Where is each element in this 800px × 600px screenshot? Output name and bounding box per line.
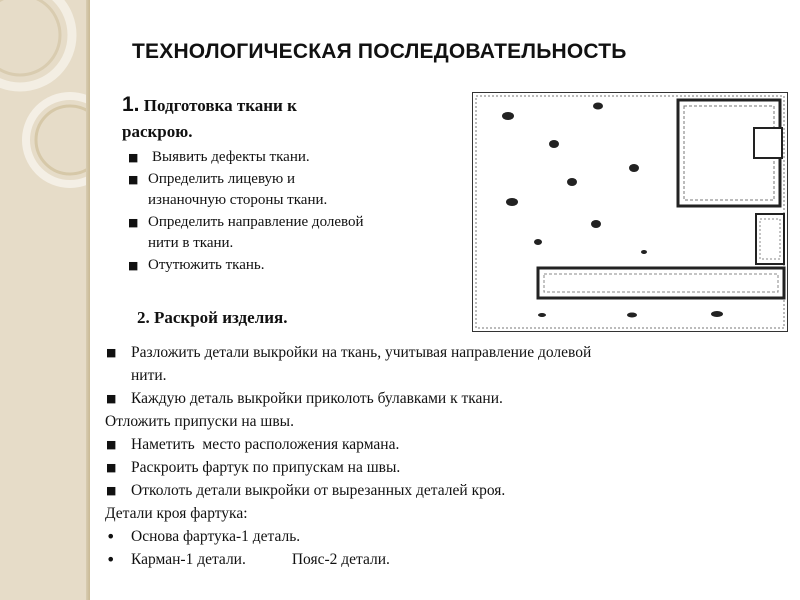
page-title: ТЕХНОЛОГИЧЕСКАЯ ПОСЛЕДОВАТЕЛЬНОСТЬ: [132, 40, 627, 63]
square-bullet-icon: ■: [106, 392, 117, 405]
list-item-text: Выявить дефекты ткани.: [152, 149, 310, 165]
list-item: [105, 548, 785, 571]
square-bullet-icon: ■: [128, 151, 139, 164]
square-bullet-icon: ■: [106, 438, 117, 451]
plain-text-line: Отложить припуски на швы.: [105, 413, 294, 430]
square-bullet-icon: ■: [106, 484, 117, 497]
list-item: [105, 479, 785, 502]
square-bullet-icon: ■: [128, 258, 139, 272]
list-item-text: Раскроить фартук по припускам на швы.: [131, 459, 401, 476]
round-bullet-icon: •: [106, 550, 116, 569]
list-item: [122, 255, 452, 277]
list-item-text: Наметить место расположения кармана.: [131, 436, 400, 453]
list-item-text: Пояс-2 детали.: [291, 551, 390, 568]
section-cutting: [105, 341, 785, 571]
list-item-text: Отколоть детали выкройки от вырезанных деталей кроя.: [131, 482, 506, 499]
square-bullet-icon: ■: [106, 461, 117, 474]
decorative-rings: [0, 0, 90, 600]
decorative-sidebar: [0, 0, 90, 600]
list-item: [122, 147, 452, 169]
section-fabric-preparation: [122, 92, 452, 276]
list-item-continuation: [105, 364, 785, 387]
list-item-text: Основа фартука-1 деталь.: [131, 528, 301, 545]
section-2-heading: 2. Раскрой изделия.: [137, 308, 288, 327]
list-item: [122, 212, 452, 255]
list-item: [105, 433, 785, 456]
list-item-text: Отутюжить ткань.: [148, 256, 265, 273]
round-bullet-icon: •: [106, 527, 116, 546]
list-item-text: Каждую деталь выкройки приколоть булавками к ткани.: [131, 390, 503, 407]
square-bullet-icon: ■: [128, 172, 139, 186]
section-1-heading: [122, 92, 452, 145]
square-bullet-icon: ■: [106, 346, 117, 359]
list-item: [105, 387, 785, 410]
list-item: [105, 525, 785, 548]
plain-text-line: Детали кроя фартука:: [105, 505, 248, 522]
list-item: [105, 341, 785, 364]
section-1-heading-line2: раскрою.: [122, 122, 193, 141]
list-item-text: Карман-1 детали.: [131, 551, 246, 568]
square-bullet-icon: ■: [128, 215, 139, 229]
list-item-text: нити.: [131, 367, 167, 384]
section-1-number: 1.: [122, 93, 140, 116]
section-1-heading-line1: Подготовка ткани к: [143, 96, 297, 115]
list-item-text: Определить направление долевой: [148, 213, 364, 230]
list-item-text: нити в ткани.: [148, 235, 234, 251]
pattern-layout-illustration: [472, 92, 788, 332]
list-item-text: Определить лицевую и: [148, 170, 296, 187]
list-item-text: изнаночную стороны ткани.: [148, 192, 328, 208]
list-item: [105, 456, 785, 479]
list-item: [122, 169, 452, 212]
list-item-text: Разложить детали выкройки на ткань, учитывая направление долевой: [131, 344, 592, 361]
preparation-list: [122, 147, 452, 276]
sidebar-edge: [86, 0, 90, 600]
